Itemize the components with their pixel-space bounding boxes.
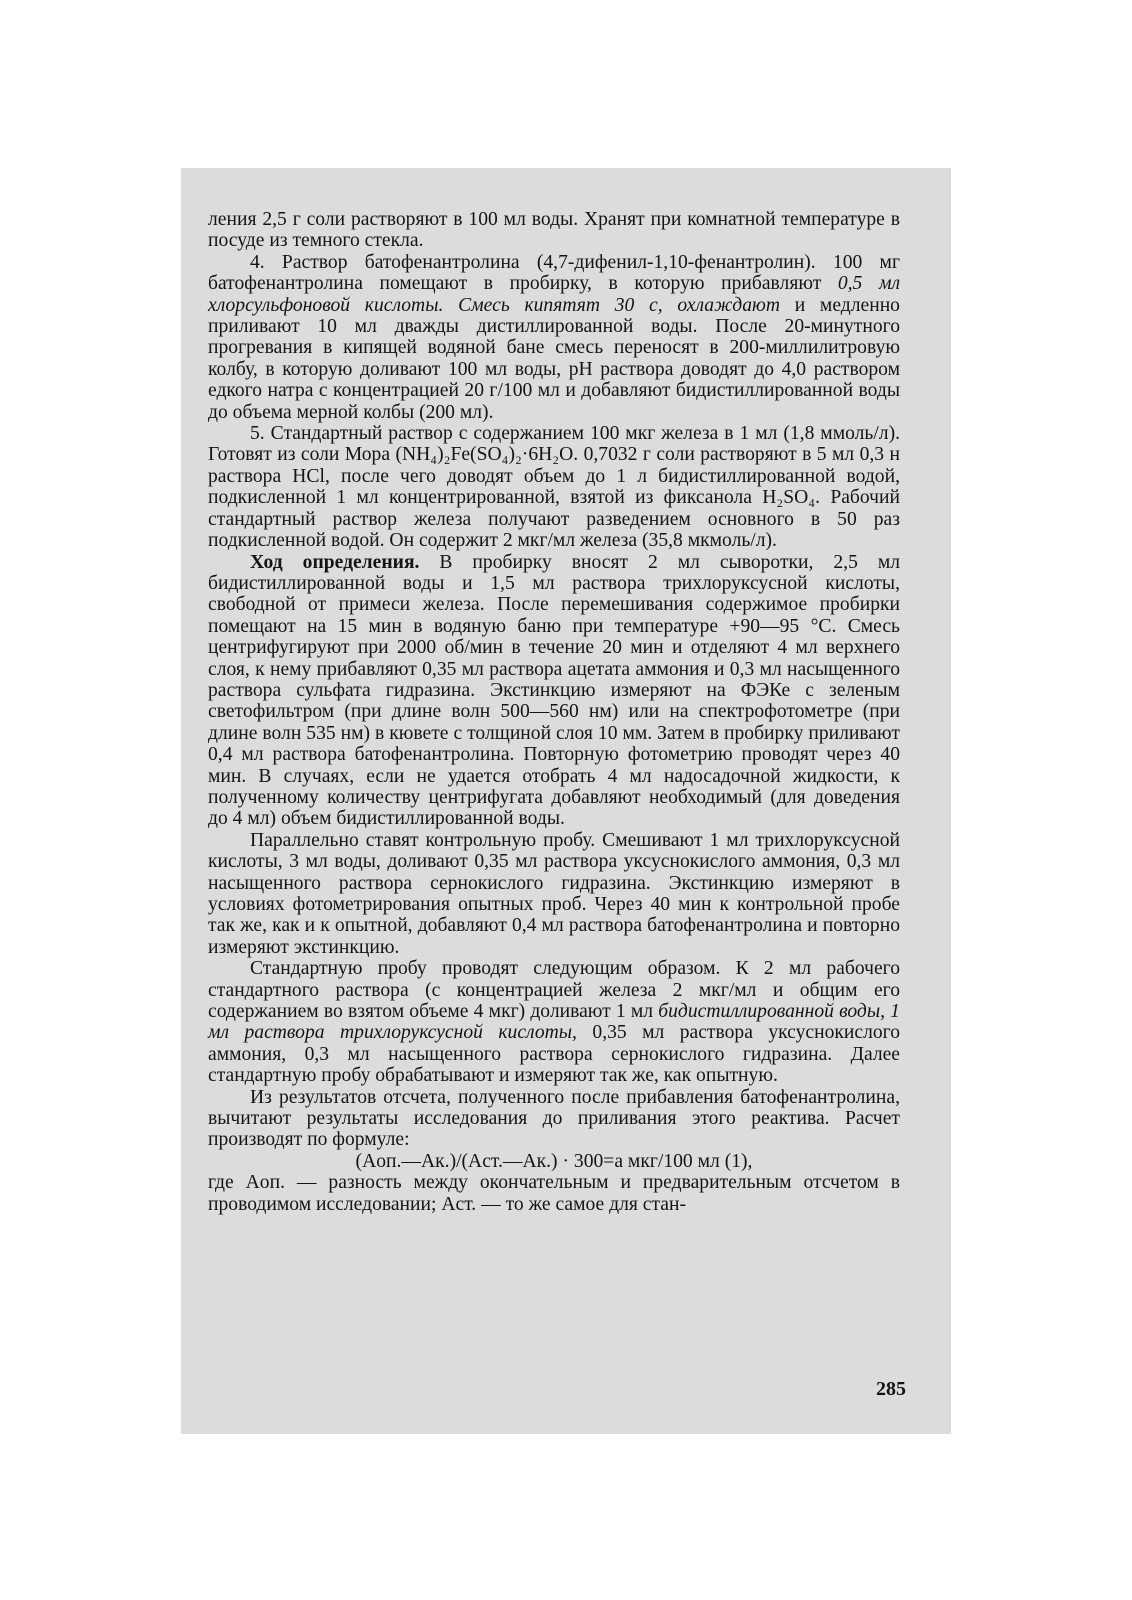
reagent-4-text: 4. Раствор батофенантролина (4,7-дифенил-1,10-фенантролин). 100 мг батофенантролина помещают в пробирку, в которую прибавляют [208, 251, 900, 295]
paragraph-procedure [208, 552, 900, 830]
paragraph-standard-sample [208, 958, 900, 1086]
paragraph-control-sample: Параллельно ставят контрольную пробу. Смешивают 1 мл трихлоруксусной кислоты, 3 мл воды, доливают 0,35 мл раствора уксуснокислого аммония, 0,3 мл насыщенного раствора сернокислого гидразина. Экстинкцию измеряют в условиях фотометрирования опытных проб. Через 40 мин к контрольной пробе так же, как и к опытной, добавляют 0,4 мл раствора батофенантролина и повторно измеряют экстинкцию. [208, 829, 900, 958]
paragraph-where: где Aоп. — разность между окончательным и предварительным отсчетом в проводимом исследовании; Aст. — то же самое для стан- [208, 1172, 900, 1215]
procedure-heading: Ход определения. [250, 551, 420, 573]
paragraph-reagent-4 [208, 252, 900, 423]
page-body-text [208, 209, 900, 1215]
book-page [181, 168, 951, 1434]
standard-text-end: 0,35 мл раствора уксуснокислого аммония, 0,3 мл насыщенного раствора сернокислого гидразина. Далее стандартную пробу обрабатывают и измеряют так же, как опытную. [208, 1022, 900, 1087]
paragraph-calculation: Из результатов отсчета, полученного после прибавления батофенантролина, вычитают результаты исследования до приливания этого реактива. Расчет производят по формуле: [208, 1086, 900, 1151]
reagent-4-italic: 0,5 мл хлорсульфоновой кислоты. Смесь кипятят 30 с, охлаждают [208, 273, 900, 316]
standard-text: Стандартную пробу проводят следующим образом. К 2 мл рабочего стандартного раствора (с концентрацией железа 2 мкг/мл и общим его содержанием во взятом объеме 4 мкг) доливают 1 мл [208, 958, 900, 1023]
procedure-text: В пробирку вносят 2 мл сыворотки, 2,5 мл бидистиллированной воды и 1,5 мл раствора трихлоруксусной кислоты, свободной от примеси железа. После перемешивания содержимое пробирки помещают на 15 мин в водяную баню при температуре +90—95 °С. Смесь центрифугируют при 2000 об/мин в течение 20 мин и отделяют 4 мл верхнего слоя, к нему прибавляют 0,35 мл раствора ацетата аммония и 0,3 мл насыщенного раствора сульфата гидразина. Экстинкцию измеряют на ФЭКе с зеленым светофильтром (при длине волн 500—560 нм) или на спектрофотометре (при длине волн 535 нм) в кювете с толщиной слоя 10 мм. Затем в пробирку приливают 0,4 мл раствора батофенантролина. Повторную фотометрию проводят через 40 мин. В случаях, если не удается отобрать 4 мл надосадочной жидкости, к полученному количеству центрифугата добавляют необходимый (для доведения до 4 мл) объем бидистиллированной воды. [208, 551, 901, 830]
page-number: 285 [876, 1378, 906, 1400]
standard-italic: бидистиллированной воды, 1 мл раствора трихлоруксусной кислоты, [208, 1001, 900, 1044]
formula: (Aоп.—Aк.)/(Aст.—Aк.) · 300=а мкг/100 мл (1), [355, 1150, 753, 1172]
paragraph-continuation: ления 2,5 г соли растворяют в 100 мл воды. Хранят при комнатной температуре в посуде из темного стекла. [208, 209, 900, 252]
paragraph-reagent-5: 5. Стандартный раствор с содержанием 100 мкг железа в 1 мл (1,8 ммоль/л). Готовят из соли Мора (NH₄)₂Fe(SO₄)₂·6H₂O. 0,7032 г соли растворяют в 5 мл 0,3 н раствора HCl, после чего доводят объем до 1 л бидистиллированной водой, подкисленной 1 мл концентрированной, взятой из фиксанола H₂SO₄. Рабочий стандартный раствор железа получают разведением основного в 50 раз подкисленной водой. Он содержит 2 мкг/мл железа (35,8 мкмоль/л). [208, 423, 900, 552]
reagent-4-text-end: и медленно приливают 10 мл дважды дистиллированной воды. После 20-минутного прогревания в кипящей водяной бане смесь переносят в 200-миллилитровую колбу, в которую доливают 100 мл воды, рН раствора доводят до 4,0 раствором едкого натра с концентрацией 20 г/100 мл и добавляют бидистиллированной воды до объема мерной колбы (200 мл). [208, 294, 900, 423]
